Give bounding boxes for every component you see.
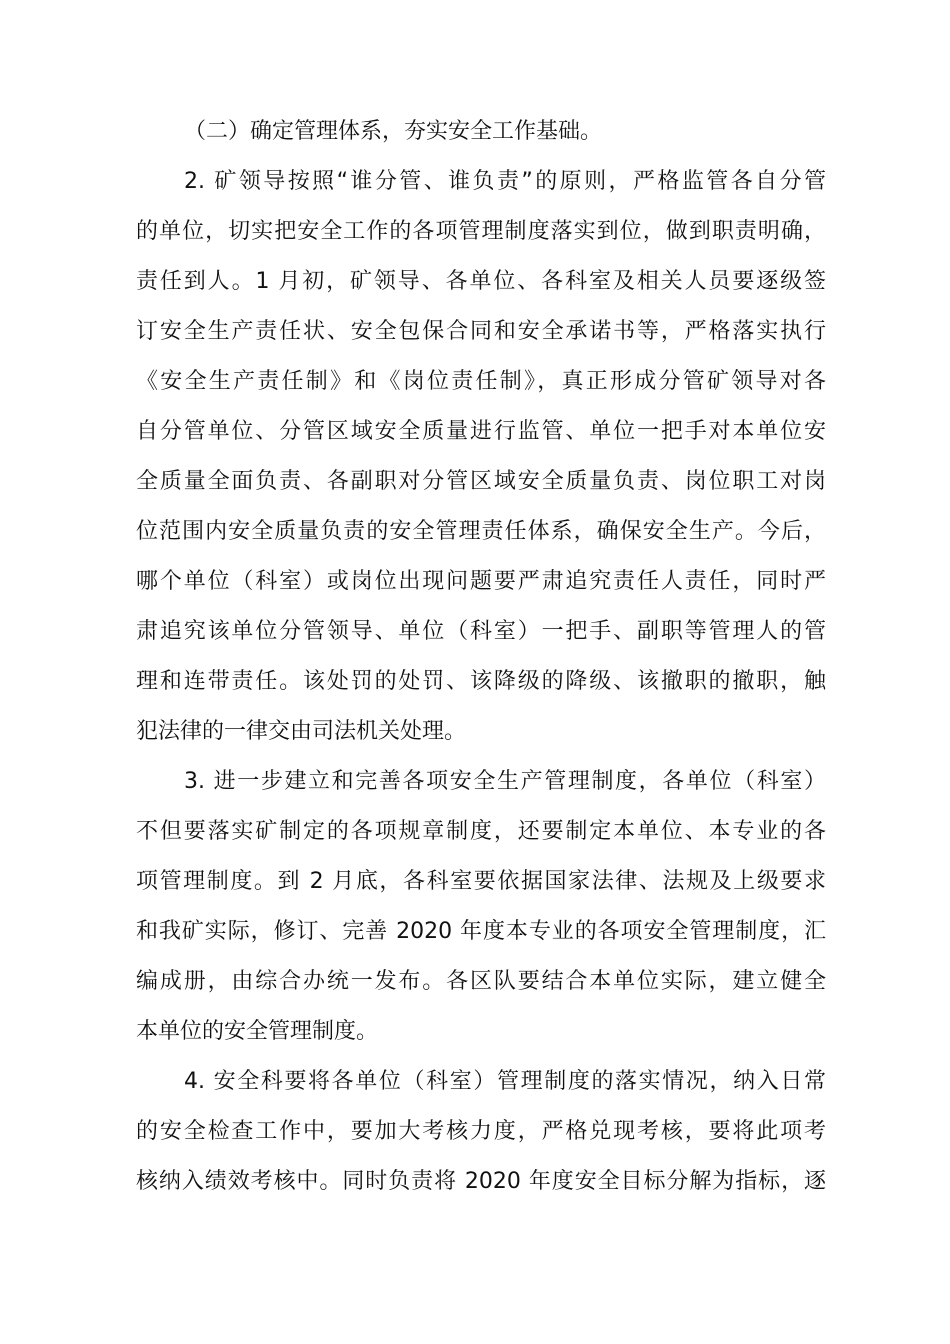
paragraph-2-line: 《安全生产责任制》和《岗位责任制》，真正形成分管矿领导对各 [136, 369, 826, 394]
paragraph-2-line: 责任到人。1 月初，矿领导、各单位、各科室及相关人员要逐级签 [136, 269, 826, 294]
paragraph-2-line: 肃追究该单位分管领导、单位（科室）一把手、副职等管理人的管 [136, 619, 826, 644]
paragraph-4-line: 核纳入绩效考核中。同时负责将 2020 年度安全目标分解为指标，逐 [136, 1169, 826, 1194]
paragraph-2-line: 全质量全面负责、各副职对分管区域安全质量负责、岗位职工对岗 [136, 469, 826, 494]
paragraph-2-line: 订安全生产责任状、安全包保合同和安全承诺书等，严格落实执行 [136, 319, 826, 344]
section-heading: （二）确定管理体系，夯实安全工作基础。 [184, 119, 603, 144]
paragraph-2-line: 哪个单位（科室）或岗位出现问题要严肃追究责任人责任，同时严 [136, 569, 826, 594]
paragraph-4-line: 4. 安全科要将各单位（科室）管理制度的落实情况，纳入日常 [184, 1069, 826, 1094]
paragraph-3-line: 编成册，由综合办统一发布。各区队要结合本单位实际，建立健全 [136, 969, 826, 994]
paragraph-2-line: 自分管单位、分管区域安全质量进行监管、单位一把手对本单位安 [136, 419, 826, 444]
paragraph-3-line: 和我矿实际，修订、完善 2020 年度本专业的各项安全管理制度，汇 [136, 919, 826, 944]
paragraph-3-line: 本单位的安全管理制度。 [136, 1019, 379, 1044]
paragraph-3-line: 项管理制度。到 2 月底，各科室要依据国家法律、法规及上级要求 [136, 869, 826, 894]
paragraph-3-line: 3. 进一步建立和完善各项安全生产管理制度，各单位（科室） [184, 769, 826, 794]
paragraph-2-line: 位范围内安全质量负责的安全管理责任体系，确保安全生产。今后， [136, 519, 826, 544]
paragraph-3-line: 不但要落实矿制定的各项规章制度，还要制定本单位、本专业的各 [136, 819, 826, 844]
paragraph-2-line: 2. 矿领导按照“谁分管、谁负责”的原则，严格监管各自分管 [184, 169, 826, 194]
paragraph-4-line: 的安全检查工作中，要加大考核力度，严格兑现考核，要将此项考 [136, 1119, 826, 1144]
paragraph-2-line: 理和连带责任。该处罚的处罚、该降级的降级、该撤职的撤职，触 [136, 669, 826, 694]
paragraph-2-line: 犯法律的一律交由司法机关处理。 [136, 719, 467, 744]
paragraph-2-line: 的单位，切实把安全工作的各项管理制度落实到位，做到职责明确， [136, 219, 826, 244]
